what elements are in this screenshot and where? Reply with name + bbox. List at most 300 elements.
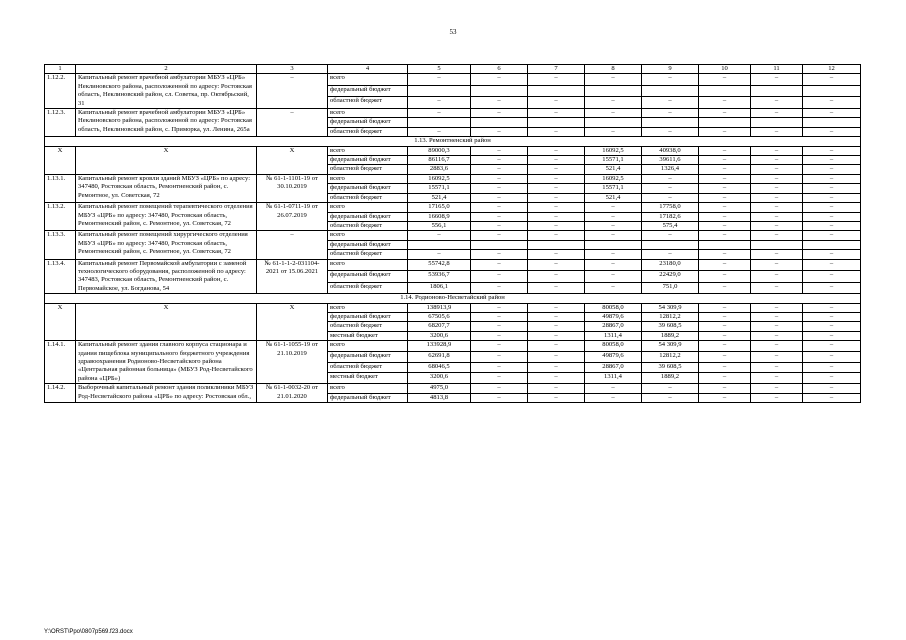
design-document: Х [257, 146, 328, 174]
amount-cell: – [751, 212, 803, 221]
amount-cell: – [699, 373, 751, 384]
amount-cell: 39611,6 [642, 156, 699, 165]
object-name: Выборочный капитальный ремонт здания поликлиники МБУЗ Род-Несветайского района «ЦРБ» по адресу: Ростовская обл., [76, 384, 257, 403]
amount-cell: – [751, 146, 803, 155]
amount-cell: – [528, 351, 585, 362]
funding-source: всего [328, 231, 408, 240]
amount-cell: – [471, 231, 528, 240]
header-cell: 6 [471, 65, 528, 74]
amount-cell: 4813,8 [408, 393, 471, 402]
amount-cell: 28867,0 [585, 322, 642, 331]
amount-cell: – [408, 250, 471, 259]
amount-cell [803, 240, 861, 249]
header-cell: 11 [751, 65, 803, 74]
amount-cell: – [751, 331, 803, 340]
amount-cell: 1311,4 [585, 331, 642, 340]
amount-cell: – [751, 156, 803, 165]
header-row [45, 65, 861, 74]
amount-cell: – [642, 109, 699, 118]
object-name: Капитальный ремонт кровли зданий МБУЗ «ЦРБ» по адресу: 347480, Ростовская область, Ремонтненский район, с. Ремонтное, ул. Советская, 72 [76, 174, 257, 202]
funding-source: областной бюджет [328, 193, 408, 202]
funding-source: федеральный бюджет [328, 271, 408, 283]
object-name: Капитальный ремонт врачебной амбулатории МБУЗ «ЦРБ» Неклиновского района, расположенной по адресу: Ростовская область, Неклиновский район, с. Приморка, ул. Ленина, 265а [76, 109, 257, 137]
amount-cell: 556,1 [408, 221, 471, 230]
amount-cell: – [585, 97, 642, 109]
amount-cell: – [471, 250, 528, 259]
amount-cell: – [585, 250, 642, 259]
object-number: Х [45, 303, 76, 341]
amount-cell [528, 118, 585, 127]
amount-cell [699, 85, 751, 97]
object-name: Капитальный ремонт Первомайской амбулатории с заменой технологического оборудования, расположенной по адресу: 347483, Ростовская область, Ремонтненский район, с. Первомайское, ул. Богданова, 54 [76, 259, 257, 294]
financing-table [44, 64, 861, 403]
amount-cell: – [408, 231, 471, 240]
amount-cell: 68046,5 [408, 362, 471, 373]
amount-cell: 12812,2 [642, 351, 699, 362]
amount-cell: 15571,1 [585, 156, 642, 165]
amount-cell: – [471, 221, 528, 230]
design-document: № 61-1-0032-20 от 21.01.2020 [257, 384, 328, 403]
amount-cell: – [585, 203, 642, 212]
amount-cell: 575,4 [642, 221, 699, 230]
header-cell: 10 [699, 65, 751, 74]
amount-cell: 15571,1 [408, 184, 471, 193]
amount-cell: 4975,0 [408, 384, 471, 393]
amount-cell: – [751, 193, 803, 202]
amount-cell: – [751, 271, 803, 283]
amount-cell [803, 85, 861, 97]
amount-cell: – [528, 271, 585, 283]
amount-cell: – [803, 282, 861, 294]
amount-cell: – [803, 341, 861, 352]
amount-cell: – [585, 212, 642, 221]
amount-cell: 89000,3 [408, 146, 471, 155]
amount-cell: 39 608,5 [642, 322, 699, 331]
design-document: № 61-1-1-2-031104-2021 от 15.06.2021 [257, 259, 328, 294]
amount-cell: – [528, 231, 585, 240]
amount-cell: 16092,5 [585, 174, 642, 183]
amount-cell: – [751, 127, 803, 136]
amount-cell: 17165,0 [408, 203, 471, 212]
funding-source: всего [328, 259, 408, 271]
funding-source: всего [328, 203, 408, 212]
amount-cell: 40938,0 [642, 146, 699, 155]
amount-cell: 1889,2 [642, 331, 699, 340]
amount-cell: – [803, 146, 861, 155]
amount-cell: – [471, 384, 528, 393]
table-row [45, 109, 861, 118]
amount-cell [471, 240, 528, 249]
amount-cell: – [471, 74, 528, 86]
amount-cell: 1326,4 [642, 165, 699, 174]
amount-cell: 3200,6 [408, 331, 471, 340]
design-document: № 61-1-1101-19 от 30.10.2019 [257, 174, 328, 202]
object-number: 1.14.2. [45, 384, 76, 403]
amount-cell: 521,4 [585, 165, 642, 174]
amount-cell: – [699, 74, 751, 86]
amount-cell: – [528, 203, 585, 212]
amount-cell [471, 85, 528, 97]
funding-source: федеральный бюджет [328, 240, 408, 249]
header-cell: 9 [642, 65, 699, 74]
funding-source: областной бюджет [328, 250, 408, 259]
amount-cell: 1806,1 [408, 282, 471, 294]
amount-cell: – [699, 156, 751, 165]
amount-cell: 138913,9 [408, 303, 471, 312]
amount-cell [528, 240, 585, 249]
amount-cell: – [751, 303, 803, 312]
design-document: – [257, 109, 328, 137]
amount-cell: – [751, 74, 803, 86]
amount-cell: 1889,2 [642, 373, 699, 384]
amount-cell: – [528, 127, 585, 136]
funding-source: всего [328, 341, 408, 352]
amount-cell: – [803, 351, 861, 362]
header-cell: 8 [585, 65, 642, 74]
funding-source: областной бюджет [328, 282, 408, 294]
funding-source: федеральный бюджет [328, 118, 408, 127]
amount-cell: 22429,0 [642, 271, 699, 283]
funding-source: федеральный бюджет [328, 184, 408, 193]
amount-cell: – [751, 322, 803, 331]
amount-cell: – [471, 165, 528, 174]
table-row [45, 174, 861, 183]
design-document: Х [257, 303, 328, 341]
table-row [45, 231, 861, 240]
amount-cell: – [803, 221, 861, 230]
amount-cell: – [803, 384, 861, 393]
header-cell: 3 [257, 65, 328, 74]
funding-source: всего [328, 146, 408, 155]
object-name: Капитальный ремонт помещений терапевтического отделения МБУЗ «ЦРБ» по адресу: 347480, Ростовская область, Ремонтненский район, с. Ремонтное, ул. Советская, 72 [76, 203, 257, 231]
amount-cell: – [699, 362, 751, 373]
amount-cell: – [471, 362, 528, 373]
amount-cell: – [751, 109, 803, 118]
object-number: 1.13.2. [45, 203, 76, 231]
amount-cell: – [471, 331, 528, 340]
amount-cell: – [408, 109, 471, 118]
funding-source: федеральный бюджет [328, 212, 408, 221]
amount-cell: – [528, 193, 585, 202]
funding-source: местный бюджет [328, 331, 408, 340]
amount-cell: – [751, 97, 803, 109]
funding-source: областной бюджет [328, 97, 408, 109]
amount-cell [751, 118, 803, 127]
amount-cell: – [699, 384, 751, 393]
funding-source: всего [328, 303, 408, 312]
amount-cell: – [471, 259, 528, 271]
amount-cell: – [471, 156, 528, 165]
amount-cell: – [528, 373, 585, 384]
amount-cell: – [699, 184, 751, 193]
amount-cell: – [803, 174, 861, 183]
amount-cell: – [528, 97, 585, 109]
amount-cell: – [803, 250, 861, 259]
funding-source: всего [328, 74, 408, 86]
amount-cell: – [642, 193, 699, 202]
amount-cell: – [528, 146, 585, 155]
object-number: 1.13.1. [45, 174, 76, 202]
amount-cell: – [699, 165, 751, 174]
amount-cell: – [699, 203, 751, 212]
amount-cell: – [471, 312, 528, 321]
amount-cell: – [528, 156, 585, 165]
amount-cell: – [528, 165, 585, 174]
amount-cell: – [471, 373, 528, 384]
amount-cell: – [699, 212, 751, 221]
amount-cell: – [642, 97, 699, 109]
amount-cell: 12812,2 [642, 312, 699, 321]
amount-cell: – [751, 351, 803, 362]
amount-cell: – [699, 146, 751, 155]
amount-cell: – [471, 341, 528, 352]
amount-cell: – [751, 373, 803, 384]
object-name: Капитальный ремонт здания главного корпуса стационара и здания пищеблока муниципального бюджетного учреждения здравоохранения Родионово-Несветайского района «Центральная районная больница» (МБУЗ Род-Несветайского района «ЦРБ») [76, 341, 257, 384]
amount-cell [585, 240, 642, 249]
amount-cell: – [751, 203, 803, 212]
amount-cell: – [699, 282, 751, 294]
amount-cell: – [471, 393, 528, 402]
funding-source: областной бюджет [328, 165, 408, 174]
amount-cell: – [471, 127, 528, 136]
amount-cell [585, 118, 642, 127]
section-title: 1.13. Ремонтненский район [45, 137, 861, 146]
header-cell: 12 [803, 65, 861, 74]
page-number: 53 [449, 28, 457, 36]
header-cell: 1 [45, 65, 76, 74]
amount-cell: – [408, 74, 471, 86]
amount-cell: – [528, 221, 585, 230]
amount-cell [642, 240, 699, 249]
object-number: 1.13.3. [45, 231, 76, 259]
amount-cell: – [528, 322, 585, 331]
amount-cell: – [699, 303, 751, 312]
amount-cell: – [408, 97, 471, 109]
funding-source: федеральный бюджет [328, 85, 408, 97]
amount-cell [642, 118, 699, 127]
table-row [45, 259, 861, 271]
amount-cell: – [803, 231, 861, 240]
amount-cell: – [803, 393, 861, 402]
amount-cell: – [751, 341, 803, 352]
amount-cell: – [803, 312, 861, 321]
object-number: 1.12.3. [45, 109, 76, 137]
amount-cell: 133928,9 [408, 341, 471, 352]
funding-source: областной бюджет [328, 127, 408, 136]
table-row [45, 74, 861, 86]
table-row [45, 203, 861, 212]
amount-cell: 49879,6 [585, 312, 642, 321]
funding-source: федеральный бюджет [328, 351, 408, 362]
amount-cell: – [585, 259, 642, 271]
object-name: Капитальный ремонт помещений хирургического отделения МБУЗ «ЦРБ» по адресу: 347480, Ростовская область, Ремонтненский район, с. Ремонтное, ул. Советская, 72 [76, 231, 257, 259]
funding-source: областной бюджет [328, 322, 408, 331]
table-header [45, 65, 861, 74]
amount-cell: 54 309,9 [642, 341, 699, 352]
object-number: 1.13.4. [45, 259, 76, 294]
amount-cell: – [471, 109, 528, 118]
amount-cell: – [803, 373, 861, 384]
amount-cell [751, 240, 803, 249]
amount-cell [408, 240, 471, 249]
funding-source: всего [328, 174, 408, 183]
amount-cell: – [699, 221, 751, 230]
amount-cell [751, 85, 803, 97]
amount-cell: – [803, 109, 861, 118]
header-cell: 7 [528, 65, 585, 74]
amount-cell: – [699, 393, 751, 402]
design-document: – [257, 74, 328, 109]
amount-cell: – [528, 282, 585, 294]
amount-cell: – [803, 127, 861, 136]
amount-cell: – [585, 127, 642, 136]
amount-cell: – [471, 203, 528, 212]
amount-cell: – [699, 109, 751, 118]
section-title: 1.14. Родионово-Несветайский район [45, 294, 861, 303]
amount-cell: – [751, 393, 803, 402]
object-number: 1.12.2. [45, 74, 76, 109]
amount-cell: 62691,8 [408, 351, 471, 362]
amount-cell: 16608,9 [408, 212, 471, 221]
amount-cell: – [471, 282, 528, 294]
amount-cell: – [528, 331, 585, 340]
amount-cell: – [471, 174, 528, 183]
section-row [45, 294, 861, 303]
amount-cell: – [699, 331, 751, 340]
funding-source: всего [328, 109, 408, 118]
amount-cell: – [803, 271, 861, 283]
amount-cell: – [699, 341, 751, 352]
amount-cell: 28867,0 [585, 362, 642, 373]
amount-cell: 68207,7 [408, 322, 471, 331]
amount-cell [699, 240, 751, 249]
amount-cell: 53936,7 [408, 271, 471, 283]
funding-source: областной бюджет [328, 221, 408, 230]
amount-cell: 1311,4 [585, 373, 642, 384]
amount-cell: – [585, 282, 642, 294]
funding-source: местный бюджет [328, 373, 408, 384]
amount-cell: – [699, 174, 751, 183]
amount-cell: – [642, 393, 699, 402]
amount-cell: – [528, 184, 585, 193]
amount-cell: – [803, 97, 861, 109]
object-name: Х [76, 303, 257, 341]
amount-cell: – [642, 384, 699, 393]
amount-cell: – [803, 259, 861, 271]
amount-cell: 86116,7 [408, 156, 471, 165]
amount-cell: – [642, 74, 699, 86]
amount-cell: – [585, 221, 642, 230]
amount-cell: 80058,0 [585, 341, 642, 352]
amount-cell: – [699, 231, 751, 240]
amount-cell: – [751, 221, 803, 230]
amount-cell: – [699, 193, 751, 202]
amount-cell: 521,4 [585, 193, 642, 202]
design-document: – [257, 231, 328, 259]
amount-cell: – [471, 303, 528, 312]
amount-cell: – [751, 165, 803, 174]
amount-cell: 54 309,9 [642, 303, 699, 312]
amount-cell: – [471, 271, 528, 283]
amount-cell: – [528, 312, 585, 321]
object-number: Х [45, 146, 76, 174]
amount-cell: – [642, 184, 699, 193]
header-cell: 2 [76, 65, 257, 74]
amount-cell: 2883,6 [408, 165, 471, 174]
amount-cell: – [471, 351, 528, 362]
amount-cell [408, 118, 471, 127]
amount-cell: – [585, 109, 642, 118]
amount-cell: – [471, 184, 528, 193]
amount-cell: 15571,1 [585, 184, 642, 193]
amount-cell [408, 85, 471, 97]
amount-cell [699, 118, 751, 127]
design-document: № 61-1-1055-19 от 21.10.2019 [257, 341, 328, 384]
amount-cell: – [585, 384, 642, 393]
amount-cell [585, 85, 642, 97]
funding-source: федеральный бюджет [328, 156, 408, 165]
amount-cell: 3200,6 [408, 373, 471, 384]
amount-cell: – [408, 127, 471, 136]
amount-cell: – [528, 362, 585, 373]
amount-cell [471, 118, 528, 127]
amount-cell: – [803, 212, 861, 221]
amount-cell: – [642, 250, 699, 259]
amount-cell: 17758,0 [642, 203, 699, 212]
object-name: Капитальный ремонт врачебной амбулатории МБУЗ «ЦРБ» Неклиновского района, расположенной по адресу: Ростовская область, Неклиновский район, сл. Советка, пр. Октябрьский, 31 [76, 74, 257, 109]
amount-cell: – [471, 212, 528, 221]
amount-cell: – [528, 212, 585, 221]
amount-cell: 55742,8 [408, 259, 471, 271]
amount-cell: – [642, 174, 699, 183]
amount-cell [803, 118, 861, 127]
amount-cell: – [699, 97, 751, 109]
amount-cell: – [751, 250, 803, 259]
amount-cell: 751,0 [642, 282, 699, 294]
amount-cell: – [528, 259, 585, 271]
amount-cell: 80058,0 [585, 303, 642, 312]
amount-cell: – [803, 165, 861, 174]
amount-cell: – [803, 362, 861, 373]
amount-cell: – [751, 231, 803, 240]
amount-cell: – [803, 193, 861, 202]
amount-cell: – [699, 322, 751, 331]
amount-cell: 39 608,5 [642, 362, 699, 373]
header-cell: 4 [328, 65, 408, 74]
object-name: Х [76, 146, 257, 174]
design-document: № 61-1-0711-19 от 26.07.2019 [257, 203, 328, 231]
amount-cell: 521,4 [408, 193, 471, 202]
amount-cell: 49879,6 [585, 351, 642, 362]
amount-cell: – [751, 259, 803, 271]
amount-cell: – [528, 341, 585, 352]
amount-cell: 16092,5 [585, 146, 642, 155]
amount-cell: – [751, 174, 803, 183]
amount-cell: – [528, 174, 585, 183]
table-row [45, 146, 861, 155]
amount-cell: – [699, 351, 751, 362]
amount-cell: – [751, 282, 803, 294]
amount-cell: – [471, 146, 528, 155]
amount-cell [528, 85, 585, 97]
amount-cell: – [699, 250, 751, 259]
amount-cell: – [803, 184, 861, 193]
amount-cell: – [528, 303, 585, 312]
amount-cell: – [471, 193, 528, 202]
funding-source: федеральный бюджет [328, 393, 408, 402]
amount-cell: – [699, 271, 751, 283]
table-row [45, 384, 861, 393]
